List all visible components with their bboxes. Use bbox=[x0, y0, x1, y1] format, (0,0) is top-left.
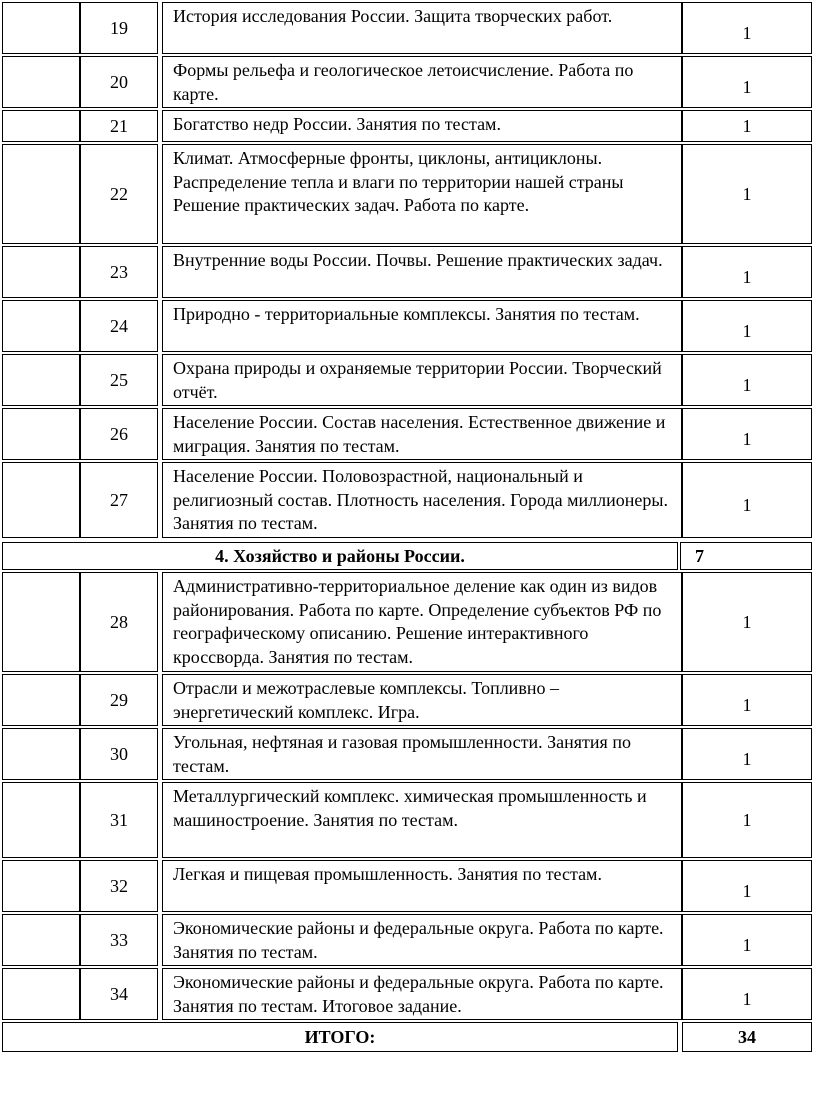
empty-cell bbox=[2, 246, 80, 298]
lesson-hours: 1 bbox=[682, 408, 812, 460]
lesson-number: 30 bbox=[80, 728, 158, 780]
lesson-number: 22 bbox=[80, 144, 158, 244]
total-row bbox=[0, 1022, 812, 1052]
lesson-hours: 1 bbox=[682, 300, 812, 352]
empty-cell bbox=[2, 860, 80, 912]
table-row bbox=[0, 782, 812, 858]
lesson-topic: Климат. Атмосферные фронты, циклоны, антициклоны. Распределение тепла и влаги по территории нашей страны Решение практических задач. Работа по карте. bbox=[162, 144, 682, 244]
table-row bbox=[0, 408, 812, 460]
lesson-number: 29 bbox=[80, 674, 158, 726]
lesson-number: 28 bbox=[80, 572, 158, 672]
lesson-hours: 1 bbox=[682, 110, 812, 142]
lesson-number: 26 bbox=[80, 408, 158, 460]
lesson-topic: Угольная, нефтяная и газовая промышленности. Занятия по тестам. bbox=[162, 728, 682, 780]
table-row bbox=[0, 354, 812, 406]
lesson-topic: Охрана природы и охраняемые территории России. Творческий отчёт. bbox=[162, 354, 682, 406]
section-header bbox=[0, 542, 812, 570]
lesson-hours: 1 bbox=[682, 728, 812, 780]
empty-cell bbox=[2, 408, 80, 460]
lesson-topic: Внутренние воды России. Почвы. Решение практических задач. bbox=[162, 246, 682, 298]
table-row bbox=[0, 56, 812, 108]
table-row bbox=[0, 914, 812, 966]
lesson-number: 24 bbox=[80, 300, 158, 352]
lesson-number: 23 bbox=[80, 246, 158, 298]
table-row bbox=[0, 110, 812, 142]
lesson-hours: 1 bbox=[682, 860, 812, 912]
lesson-hours: 1 bbox=[682, 914, 812, 966]
section-title: 4. Хозяйство и районы России. bbox=[2, 542, 678, 570]
table-row bbox=[0, 860, 812, 912]
table-row bbox=[0, 968, 812, 1020]
lesson-hours: 1 bbox=[682, 462, 812, 538]
lesson-hours: 1 bbox=[682, 782, 812, 858]
section-hours: 7 bbox=[680, 542, 812, 570]
lesson-topic: Богатство недр России. Занятия по тестам. bbox=[162, 110, 682, 142]
table-row bbox=[0, 300, 812, 352]
lesson-hours: 1 bbox=[682, 354, 812, 406]
lesson-hours: 1 bbox=[682, 2, 812, 54]
empty-cell bbox=[2, 300, 80, 352]
lesson-hours: 1 bbox=[682, 144, 812, 244]
empty-cell bbox=[2, 2, 80, 54]
table-row bbox=[0, 462, 812, 538]
table-row bbox=[0, 572, 812, 672]
lesson-number: 25 bbox=[80, 354, 158, 406]
table-row bbox=[0, 674, 812, 726]
lesson-number: 34 bbox=[80, 968, 158, 1020]
lesson-topic: Природно - территориальные комплексы. Занятия по тестам. bbox=[162, 300, 682, 352]
lesson-topic: Население России. Половозрастной, национальный и религиозный состав. Плотность населения. Города миллионеры. Занятия по тестам. bbox=[162, 462, 682, 538]
table-row bbox=[0, 2, 812, 54]
empty-cell bbox=[2, 674, 80, 726]
lesson-hours: 1 bbox=[682, 56, 812, 108]
empty-cell bbox=[2, 144, 80, 244]
lesson-hours: 1 bbox=[682, 968, 812, 1020]
empty-cell bbox=[2, 782, 80, 858]
lesson-topic: Легкая и пищевая промышленность. Занятия по тестам. bbox=[162, 860, 682, 912]
lesson-hours: 1 bbox=[682, 246, 812, 298]
total-label: ИТОГО: bbox=[2, 1022, 678, 1052]
empty-cell bbox=[2, 572, 80, 672]
lesson-number: 32 bbox=[80, 860, 158, 912]
lesson-topic: Металлургический комплекс. химическая промышленность и машиностроение. Занятия по тестам. bbox=[162, 782, 682, 858]
lesson-number: 27 bbox=[80, 462, 158, 538]
empty-cell bbox=[2, 728, 80, 780]
empty-cell bbox=[2, 968, 80, 1020]
lesson-topic: История исследования России. Защита творческих работ. bbox=[162, 2, 682, 54]
empty-cell bbox=[2, 914, 80, 966]
lesson-number: 20 bbox=[80, 56, 158, 108]
empty-cell bbox=[2, 354, 80, 406]
lesson-topic: Население России. Состав населения. Естественное движение и миграция. Занятия по тестам. bbox=[162, 408, 682, 460]
lesson-hours: 1 bbox=[682, 674, 812, 726]
lesson-number: 33 bbox=[80, 914, 158, 966]
lesson-number: 19 bbox=[80, 2, 158, 54]
lesson-hours: 1 bbox=[682, 572, 812, 672]
lesson-topic: Экономические районы и федеральные округа. Работа по карте. Занятия по тестам. Итоговое задание. bbox=[162, 968, 682, 1020]
lesson-topic: Административно-территориальное деление как один из видов районирования. Работа по карте. Определение субъектов РФ по географическому описанию. Решение интерактивного кроссворда. Занятия по тестам. bbox=[162, 572, 682, 672]
empty-cell bbox=[2, 462, 80, 538]
total-value: 34 bbox=[682, 1022, 812, 1052]
table-row bbox=[0, 144, 812, 244]
lesson-number: 21 bbox=[80, 110, 158, 142]
table-row bbox=[0, 728, 812, 780]
lesson-number: 31 bbox=[80, 782, 158, 858]
table-row bbox=[0, 246, 812, 298]
lesson-topic: Экономические районы и федеральные округа. Работа по карте. Занятия по тестам. bbox=[162, 914, 682, 966]
empty-cell bbox=[2, 56, 80, 108]
lesson-topic: Формы рельефа и геологическое летоисчисление. Работа по карте. bbox=[162, 56, 682, 108]
lesson-topic: Отрасли и межотраслевые комплексы. Топливно – энергетический комплекс. Игра. bbox=[162, 674, 682, 726]
empty-cell bbox=[2, 110, 80, 142]
